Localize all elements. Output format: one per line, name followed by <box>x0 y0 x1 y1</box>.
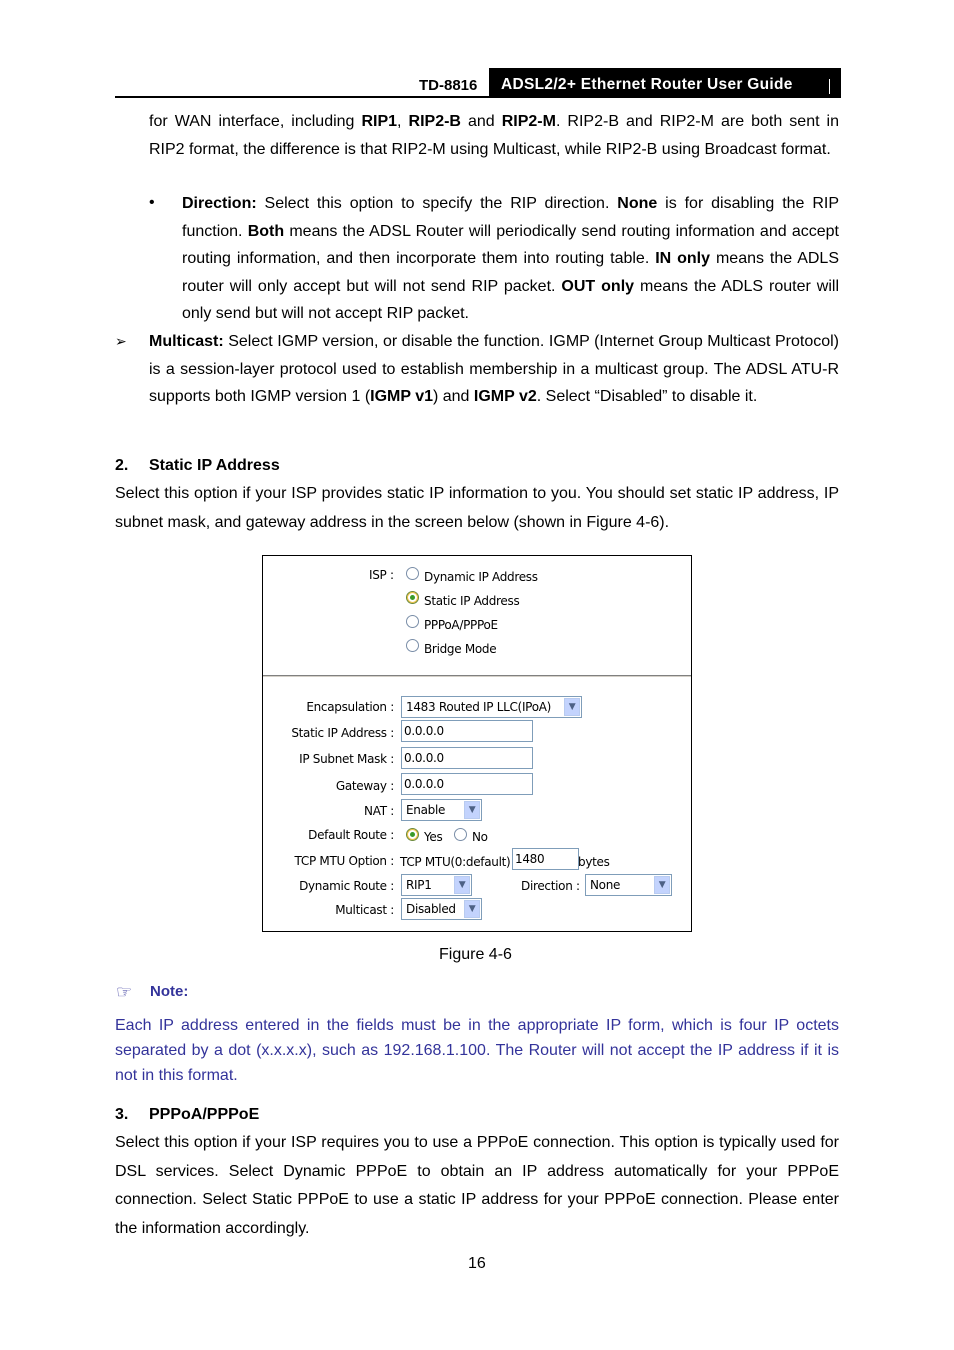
direction-label: Direction : <box>521 879 580 893</box>
isp-option-pppoa-pppoe: PPPoA/PPPoE <box>424 618 498 632</box>
section-3-number: 3. <box>115 1106 129 1123</box>
gateway-label: Gateway : <box>335 779 394 793</box>
dynamic-route-value: RIP1 <box>406 878 432 892</box>
direction-select[interactable] <box>585 874 672 896</box>
nat-select[interactable] <box>401 799 482 821</box>
default-route-no-radio[interactable] <box>454 828 467 841</box>
nat-value: Enable <box>406 803 446 817</box>
static-ip-label: Static IP Address : <box>291 726 394 740</box>
chevron-down-icon: ▼ <box>464 801 480 819</box>
section-3-body: Select this option if your ISP requires you to use a PPPoE connection. This option is typically used for DSL services. Select Dynamic PPPoE to obtain an IP address automatically for your PPPoE connection. Select Static PPPoE to use a static IP address for your PPPoE connection. Please enter the information accordingly. <box>115 1134 839 1237</box>
isp-radio-pppoa-pppoe[interactable] <box>406 615 419 628</box>
default-route-yes-label: Yes <box>424 830 443 844</box>
static-ip-input[interactable]: 0.0.0.0 <box>401 720 533 742</box>
arrow-bullet-icon: ➢ <box>115 333 127 349</box>
nat-label: NAT : <box>364 804 394 818</box>
mtu-prefix: TCP MTU(0:default) <box>400 855 511 869</box>
section-2-title: Static IP Address <box>149 457 280 474</box>
header-divider <box>829 79 830 94</box>
multicast-label: Multicast : <box>335 903 394 917</box>
isp-option-static-ip: Static IP Address <box>424 594 520 608</box>
header-rule <box>115 96 841 98</box>
mtu-input[interactable]: 1480 <box>512 848 579 870</box>
chevron-down-icon: ▼ <box>564 698 580 716</box>
default-route-label: Default Route : <box>308 828 394 842</box>
form-divider-highlight <box>263 676 691 677</box>
isp-radio-bridge-mode[interactable] <box>406 639 419 652</box>
header-title: ADSL2/2+ Ethernet Router User Guide <box>489 68 841 97</box>
chevron-down-icon: ▼ <box>464 900 480 918</box>
isp-radio-static-ip[interactable] <box>406 591 419 604</box>
section-2-body: Select this option if your ISP provides static IP information to you. You should set static IP address, IP subnet mask, and gateway address in the screen below (shown in Figure 4-6). <box>115 485 839 531</box>
encapsulation-value: 1483 Routed IP LLC(IPoA) <box>406 700 552 714</box>
subnet-mask-label: IP Subnet Mask : <box>299 752 394 766</box>
chevron-down-icon: ▼ <box>454 876 470 894</box>
intro-paragraph: for WAN interface, including RIP1, RIP2-B and RIP2-M. RIP2-B and RIP2-M are both sent in RIP2 format, the difference is that RIP2-M using Multicast, while RIP2-B using Broadcast format. <box>149 113 840 158</box>
default-route-yes-radio[interactable] <box>406 828 419 841</box>
section-2-number: 2. <box>115 457 129 474</box>
mtu-label: TCP MTU Option : <box>294 854 394 868</box>
multicast-select[interactable] <box>401 898 482 920</box>
page-number: 16 <box>468 1255 486 1272</box>
note-label: Note: <box>150 983 189 1000</box>
isp-option-bridge-mode: Bridge Mode <box>424 642 497 656</box>
figure-caption: Figure 4-6 <box>439 946 512 963</box>
isp-radio-dynamic-ip[interactable] <box>406 567 419 580</box>
note-body: Each IP address entered in the fields must be in the appropriate IP form, which is four IP octets separated by a dot (x.x.x.x), such as 192.168.1.100. The Router will not accept the IP address if it is not in this format. <box>115 1017 839 1084</box>
dynamic-route-label: Dynamic Route : <box>299 879 394 893</box>
encapsulation-label: Encapsulation : <box>306 700 394 714</box>
bullet-dot: • <box>149 194 155 211</box>
chevron-down-icon: ▼ <box>654 876 670 894</box>
header-model: TD-8816 <box>419 77 478 94</box>
pointing-hand-icon: ☞ <box>116 982 133 1002</box>
encapsulation-select[interactable] <box>401 696 582 718</box>
multicast-paragraph: Multicast: Select IGMP version, or disable the function. IGMP (Internet Group Multicast Protocol) is a session-layer protocol used to establish membership in a multicast group. The ADSL ATU-R supports both IGMP version 1 (IGMP v1) and IGMP v2. Select “Disabled” to disable it. <box>149 333 839 405</box>
isp-option-dynamic-ip: Dynamic IP Address <box>424 570 538 584</box>
dynamic-route-select[interactable] <box>401 874 472 896</box>
direction-paragraph: Direction: Select this option to specify the RIP direction. None is for disabling the RIP function. Both means the ADSL Router will periodically send routing information and accept routing information, and then incorporate them into routing table. IN only means the ADLS router will only accept but will not send RIP packet. OUT only means the ADLS router will only send but will not accept RIP packet. <box>182 195 840 322</box>
isp-label: ISP : <box>369 568 394 582</box>
default-route-no-label: No <box>472 830 488 844</box>
section-3-title: PPPoA/PPPoE <box>149 1106 260 1123</box>
mtu-unit: bytes <box>578 855 610 869</box>
subnet-mask-input[interactable]: 0.0.0.0 <box>401 747 533 769</box>
multicast-value: Disabled <box>406 902 456 916</box>
direction-value: None <box>590 878 621 892</box>
gateway-input[interactable]: 0.0.0.0 <box>401 773 533 795</box>
